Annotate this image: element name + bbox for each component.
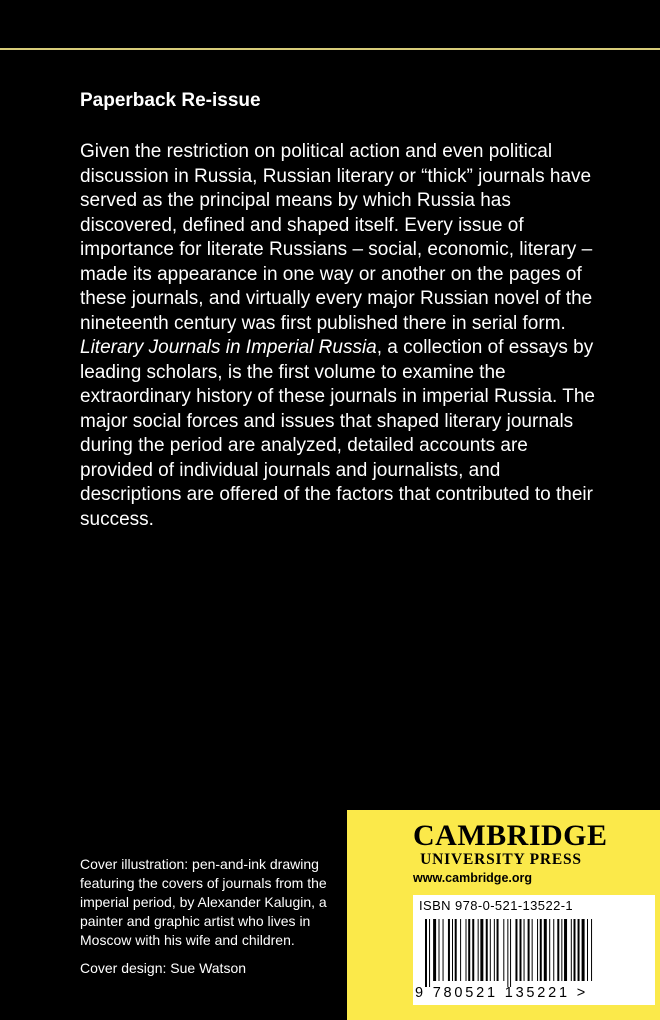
blurb — [80, 140, 600, 532]
barcode-bar — [520, 919, 522, 981]
barcode-bar — [587, 919, 588, 981]
isbn-label: ISBN 978-0-521-13522-1 — [419, 898, 574, 913]
publisher-name: CAMBRIDGE — [413, 819, 608, 852]
barcode-bar — [571, 919, 572, 981]
barcode-bar — [564, 919, 567, 981]
blurb-text-end: , a collection of essays by leading scholars, is the first volume to examine the extraordinary history of these journals in imperial Russia. The major social forces and issues that shaped literary journals during the period are analyzed, detailed accounts are provided of individual journals and journalists, and descriptions are offered of the factors that contributed to their success. — [80, 337, 595, 530]
barcode-bar — [490, 919, 491, 981]
barcode-bar — [561, 919, 562, 981]
barcode-bar — [443, 919, 444, 981]
barcode-bar — [478, 919, 479, 981]
publisher-panel — [347, 810, 660, 1020]
barcode-bar — [524, 919, 525, 981]
barcode-bar — [553, 919, 554, 981]
barcode-bar — [574, 919, 576, 981]
top-rule — [0, 48, 660, 50]
barcode-bar — [439, 919, 440, 981]
barcode-bar — [425, 919, 427, 987]
barcode-bar — [582, 919, 585, 981]
book-title: Literary Journals in Imperial Russia — [80, 337, 377, 358]
barcode-box — [413, 895, 655, 1005]
barcode-bar — [455, 919, 457, 981]
barcode-bar — [510, 919, 511, 987]
cover-illustration-credit: Cover illustration: pen-and-ink drawing featuring the covers of journals from the imperial period, by Alexander Kalugin, a painter and graphic artist who lives in Moscow with his wife and children. — [80, 856, 327, 948]
publisher-url: www.cambridge.org — [413, 871, 533, 885]
barcode-bar — [578, 919, 580, 981]
barcode-bar — [528, 919, 530, 981]
barcode-bar — [429, 919, 430, 987]
barcode-bar — [468, 919, 470, 981]
barcode-bar — [507, 919, 508, 987]
barcode-bar — [549, 919, 550, 981]
barcode-bar — [472, 919, 474, 981]
barcode-bar — [486, 919, 488, 981]
barcode-bar — [494, 919, 495, 981]
barcode-bar — [448, 919, 450, 981]
publisher-subtitle: UNIVERSITY PRESS — [420, 851, 582, 868]
barcode-bar — [466, 919, 467, 981]
barcode-bar — [460, 919, 461, 981]
barcode-bar — [540, 919, 542, 981]
barcode-bar — [497, 919, 499, 981]
barcode-bar — [515, 919, 517, 981]
barcode-bar — [480, 919, 483, 981]
cover-design-credit: Cover design: Sue Watson — [80, 960, 247, 976]
heading: Paperback Re-issue — [80, 90, 261, 111]
barcode-bar — [544, 919, 547, 981]
barcode-bar — [433, 919, 436, 981]
barcode-bar — [591, 919, 592, 981]
barcode-bar — [452, 919, 453, 981]
barcode-bar — [537, 919, 538, 981]
barcode-bar — [532, 919, 533, 981]
barcode-bar — [557, 919, 559, 981]
credits — [80, 855, 345, 978]
blurb-text-start: Given the restriction on political action and even political discussion in Russia, Russian literary or “thick” journals have served as the principal means by which Russia has discovered, defined and shaped itself. Every issue of importance for literate Russians – social, economic, literary – made its appearance in one way or another on the pages of these journals, and virtually every major Russian novel of the nineteenth century was first published there in serial form. — [80, 141, 593, 334]
barcode-digits: 9 780521 135221 > — [415, 985, 588, 1001]
barcode-bar — [503, 919, 504, 981]
